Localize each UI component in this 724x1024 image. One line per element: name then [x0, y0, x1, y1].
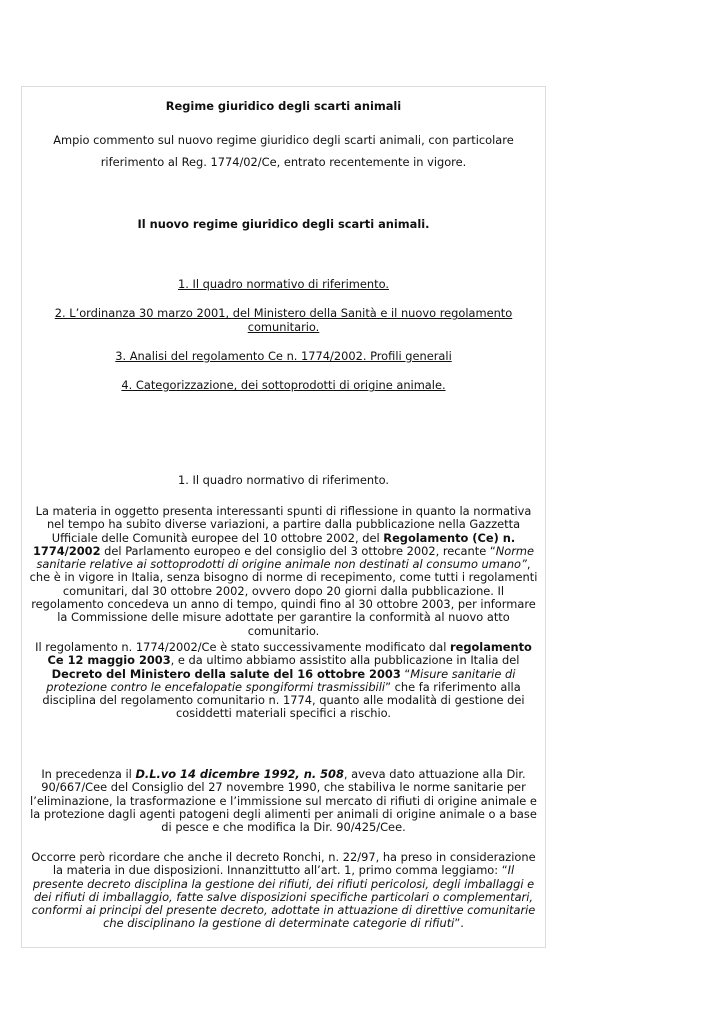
- document-subtitle: Il nuovo regime giuridico degli scarti animali.: [137, 217, 430, 231]
- document-abstract: Ampio commento sul nuovo regime giuridico degli scarti animali, con particolare riferimento al Reg. 1774/02/Ce, entrato recentemente in vigore.: [53, 133, 514, 169]
- paragraph-4: [27, 851, 540, 931]
- paragraph-3-text: , aveva dato attuazione alla Dir. 90/667/Cee del Consiglio del 27 novembre 1990, che stabiliva le norme sanitarie per l’eliminazione, la trasformazione e l’immissione sul mercato di rifiuti di origine animale e la protezione dagli agenti patogeni degli alimenti per animali di origine animale o a base di pesce e che modifica la Dir. 90/425/Cee.: [30, 767, 537, 835]
- paragraph-2-italic: Misure sanitarie di protezione contro le encefalopatie spongiformi trasmissibili: [46, 666, 516, 694]
- paragraph-3: [27, 768, 540, 834]
- paragraph-1-text: , che è in vigore in Italia, senza bisogno di norme di recepimento, come tutti i regolamenti comunitari, dal 30 ottobre 2002, ovvero dopo 20 giorni dalla pubblicazione. Il regolamento concedeva un anno di tempo, quindi fino al 30 ottobre 2003, per informare la Commissione delle misure adottate per garantire la conformità al nuovo atto comunitario.: [29, 557, 538, 638]
- document-frame: [21, 86, 546, 948]
- paragraph-2-bold: Decreto del Ministero della salute del 16 ottobre 2003: [51, 666, 401, 681]
- paragraph-3-bold-italic: D.L.vo 14 dicembre 1992, n. 508: [135, 767, 344, 781]
- toc-link-4[interactable]: 4. Categorizzazione, dei sottoprodotti di origine animale.: [121, 378, 446, 393]
- toc-link-1[interactable]: 1. Il quadro normativo di riferimento.: [178, 277, 389, 291]
- paragraph-4-italic: Il presente decreto disciplina la gestione dei rifiuti, dei rifiuti pericolosi, degli imballaggi e dei rifiuti di imballaggio, fatte salve disposizioni specifiche particolari o complementari, conformi ai principi del presente decreto, adottate in attuazione di direttive comunitarie che disciplinano la gestione di determinate categorie di rifiuti: [31, 863, 536, 931]
- toc-link-2[interactable]: 2. L’ordinanza 30 marzo 2001, del Ministero della Sanità e il nuovo regolamento comunitario.: [54, 306, 513, 334]
- paragraph-4-text: ”.: [454, 916, 464, 931]
- document-title: Regime giuridico degli scarti animali: [165, 99, 402, 113]
- paragraph-2-text: , e da ultimo abbiamo assistito alla pubblicazione in Italia del: [170, 653, 520, 668]
- paragraph-2-text: “: [400, 666, 411, 681]
- table-of-contents: [27, 278, 540, 408]
- toc-link-3[interactable]: 3. Analisi del regolamento Ce n. 1774/2002. Profili generali: [115, 348, 452, 363]
- paragraph-1-italic: Norme sanitarie relative ai sottoprodotti di origine animale non destinati al consumo umano”: [36, 543, 535, 572]
- paragraph-1-text: La materia in oggetto presenta interessanti spunti di riflessione in quanto la normativa nel tempo ha subito diverse variazioni, a partire dalla pubblicazione nella Gazzetta Ufficiale delle Comunità europee del 10 ottobre 2002, del: [35, 504, 532, 545]
- paragraph-2-text: ” che fa riferimento alla disciplina del regolamento comunitario n. 1774, quanto alle modalità di gestione dei cosiddetti materiali specifici a rischio.: [42, 679, 525, 721]
- paragraph-1-text: del Parlamento europeo e del consiglio del 3 ottobre 2002, recante “: [100, 543, 496, 558]
- paragraph-3-text: In precedenza il: [41, 767, 136, 781]
- paragraph-1: [27, 505, 540, 638]
- paragraph-2-text: Il regolamento n. 1774/2002/Ce è stato successivamente modificato dal: [35, 640, 450, 654]
- paragraph-2-bold: regolamento Ce 12 maggio 2003: [47, 640, 532, 668]
- paragraph-4-text: Occorre però ricordare che anche il decreto Ronchi, n. 22/97, ha preso in considerazione la materia in due disposizioni. Innanzittutto all’art. 1, primo comma leggiamo: “: [31, 850, 536, 878]
- section-heading: 1. Il quadro normativo di riferimento.: [178, 473, 389, 487]
- paragraph-1-bold: Regolamento (Ce) n. 1774/2002: [32, 530, 516, 558]
- paragraph-2: [27, 641, 540, 721]
